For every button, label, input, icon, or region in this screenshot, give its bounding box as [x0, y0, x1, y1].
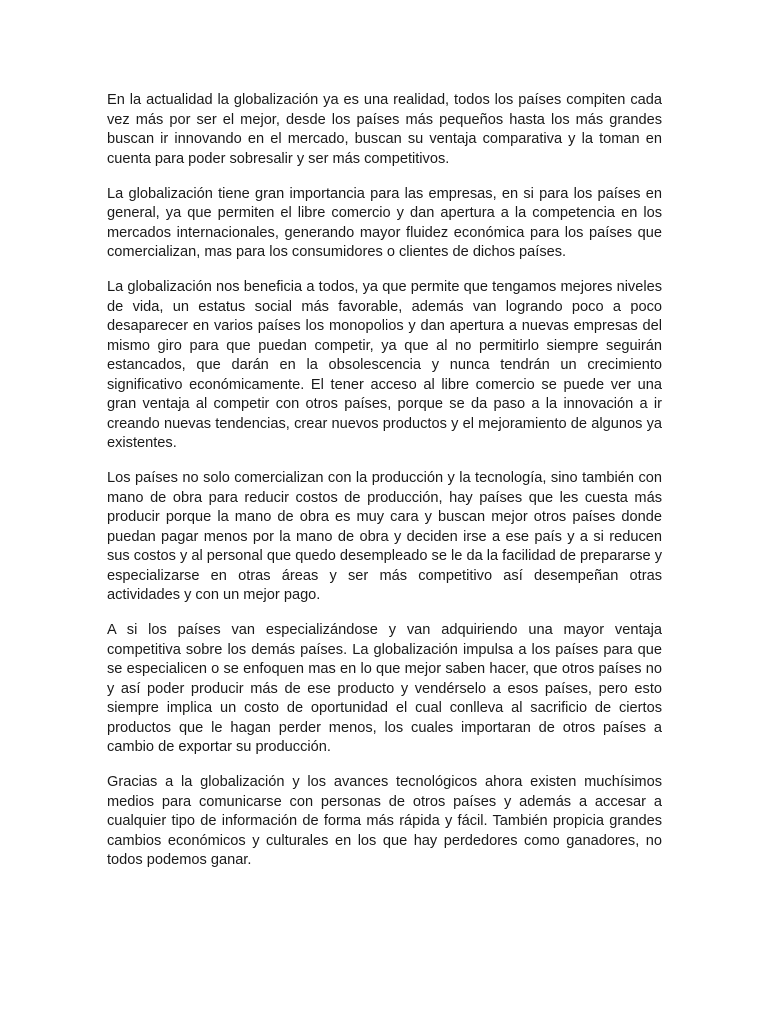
- paragraph-2: La globalización tiene gran importancia para las empresas, en si para los países en general, ya que permiten el libre comercio y dan apertura a la competencia en los mercados internacionales, generando mayor fluidez económica para los países que comercializan, mas para los consumidores o clientes de dichos países.: [107, 185, 662, 260]
- document-body: [107, 91, 662, 886]
- paragraph-4: Los países no solo comercializan con la producción y la tecnología, sino también con mano de obra para reducir costos de producción, hay países que les cuesta más producir porque la mano de obra es muy cara y buscan mejor otros países donde puedan pagar menos por la mano de obra y deciden irse a ese país y a si reducen sus costos y al personal que quedo desempleado se le da la facilidad de prepararse y especializarse en otras áreas y ser más competitivo así desempeñan otras actividades y con un mejor pago.: [107, 470, 662, 603]
- paragraph-1: En la actualidad la globalización ya es una realidad, todos los países compiten cada vez más por ser el mejor, desde los países más pequeños hasta los más grandes buscan ir innovando en el mercado, buscan su ventaja comparativa y la toman en cuenta para poder sobresalir y ser más competitivos.: [107, 92, 662, 167]
- paragraph-6: Gracias a la globalización y los avances tecnológicos ahora existen muchísimos medios para comunicarse con personas de otros países y además a accesar a cualquier tipo de información de forma más rápida y fácil. También propicia grandes cambios económicos y culturales en los que hay perdedores como ganadores, no todos podemos ganar.: [107, 774, 662, 868]
- paragraph-3: La globalización nos beneficia a todos, ya que permite que tengamos mejores niveles de vida, un estatus social más favorable, además van logrando poco a poco desaparecer en varios países los monopolios y dan apertura a nuevas empresas del mismo giro para que puedan competir, ya que al no permitirlo siempre seguirán estancados, que darán en la obsolescencia y nunca tendrán un crecimiento significativo económicamente. El tener acceso al libre comercio se puede ver una gran ventaja al competir con otros países, porque se da paso a la innovación a ir creando nuevas tendencias, crear nuevos productos y el mejoramiento de algunos ya existentes.: [107, 279, 662, 451]
- paragraph-5: A si los países van especializándose y van adquiriendo una mayor ventaja competitiva sobre los demás países. La globalización impulsa a los países para que se especialicen o se enfoquen mas en lo que mejor saben hacer, que otros países no y así poder producir más de ese producto y vendérselo a esos países, pero esto siempre implica un costo de oportunidad el cual conlleva al sacrificio de ciertos productos que le hagan perder menos, los cuales importaran de otros países a cambio de exportar su producción.: [107, 622, 662, 755]
